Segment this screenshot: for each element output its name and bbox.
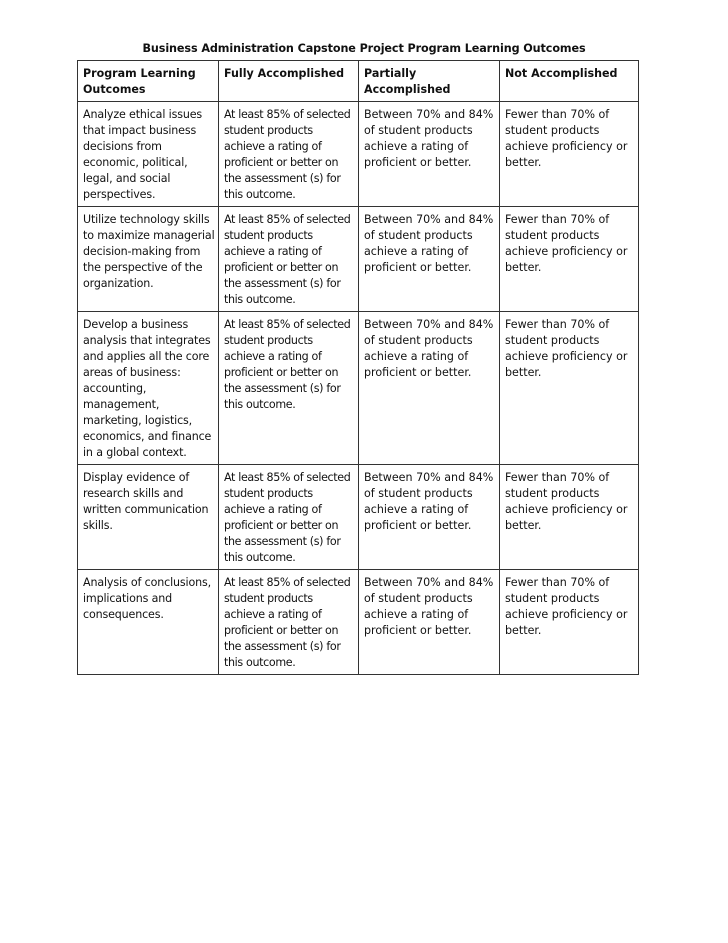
header-partially-accomplished: Partially Accomplished (359, 61, 500, 102)
partially-accomplished-cell: Between 70% and 84% of student products achieve a rating of proficient or better. (359, 102, 500, 207)
fully-accomplished-cell: At least 85% of selected student products achieve a rating of proficient or better on the assessment (s) for this outcome. (219, 102, 359, 207)
header-not-accomplished: Not Accomplished (500, 61, 639, 102)
table-row (78, 312, 639, 465)
fully-accomplished-cell: At least 85% of selected student products achieve a rating of proficient or better on the assessment (s) for this outcome. (219, 465, 359, 570)
not-accomplished-cell: Fewer than 70% of student products achieve proficiency or better. (500, 570, 639, 675)
page-title: Business Administration Capstone Project Program Learning Outcomes (142, 42, 586, 55)
outcome-cell: Analyze ethical issues that impact business decisions from economic, political, legal, and social perspectives. (78, 102, 219, 207)
not-accomplished-cell: Fewer than 70% of student products achieve proficiency or better. (500, 102, 639, 207)
table-row (78, 207, 639, 312)
table-header-row (78, 61, 639, 102)
partially-accomplished-cell: Between 70% and 84% of student products achieve a rating of proficient or better. (359, 207, 500, 312)
outcomes-table (77, 60, 639, 675)
outcome-cell: Develop a business analysis that integrates and applies all the core areas of business: accounting, management, marketing, logistics, economics, and finance in a global context. (78, 312, 219, 465)
fully-accomplished-cell: At least 85% of selected student products achieve a rating of proficient or better on the assessment (s) for this outcome. (219, 312, 359, 465)
partially-accomplished-cell: Between 70% and 84% of student products achieve a rating of proficient or better. (359, 570, 500, 675)
fully-accomplished-cell: At least 85% of selected student products achieve a rating of proficient or better on the assessment (s) for this outcome. (219, 207, 359, 312)
table-row (78, 570, 639, 675)
outcome-cell: Analysis of conclusions, implications and consequences. (78, 570, 219, 675)
not-accomplished-cell: Fewer than 70% of student products achieve proficiency or better. (500, 312, 639, 465)
outcome-cell: Utilize technology skills to maximize managerial decision-making from the perspective of the organization. (78, 207, 219, 312)
header-fully-accomplished: Fully Accomplished (219, 61, 359, 102)
header-program-learning-outcomes: Program Learning Outcomes (78, 61, 219, 102)
table-row (78, 102, 639, 207)
table-row (78, 465, 639, 570)
not-accomplished-cell: Fewer than 70% of student products achieve proficiency or better. (500, 207, 639, 312)
fully-accomplished-cell: At least 85% of selected student products achieve a rating of proficient or better on the assessment (s) for this outcome. (219, 570, 359, 675)
outcome-cell: Display evidence of research skills and written communication skills. (78, 465, 219, 570)
not-accomplished-cell: Fewer than 70% of student products achieve proficiency or better. (500, 465, 639, 570)
partially-accomplished-cell: Between 70% and 84% of student products achieve a rating of proficient or better. (359, 465, 500, 570)
partially-accomplished-cell: Between 70% and 84% of student products achieve a rating of proficient or better. (359, 312, 500, 465)
